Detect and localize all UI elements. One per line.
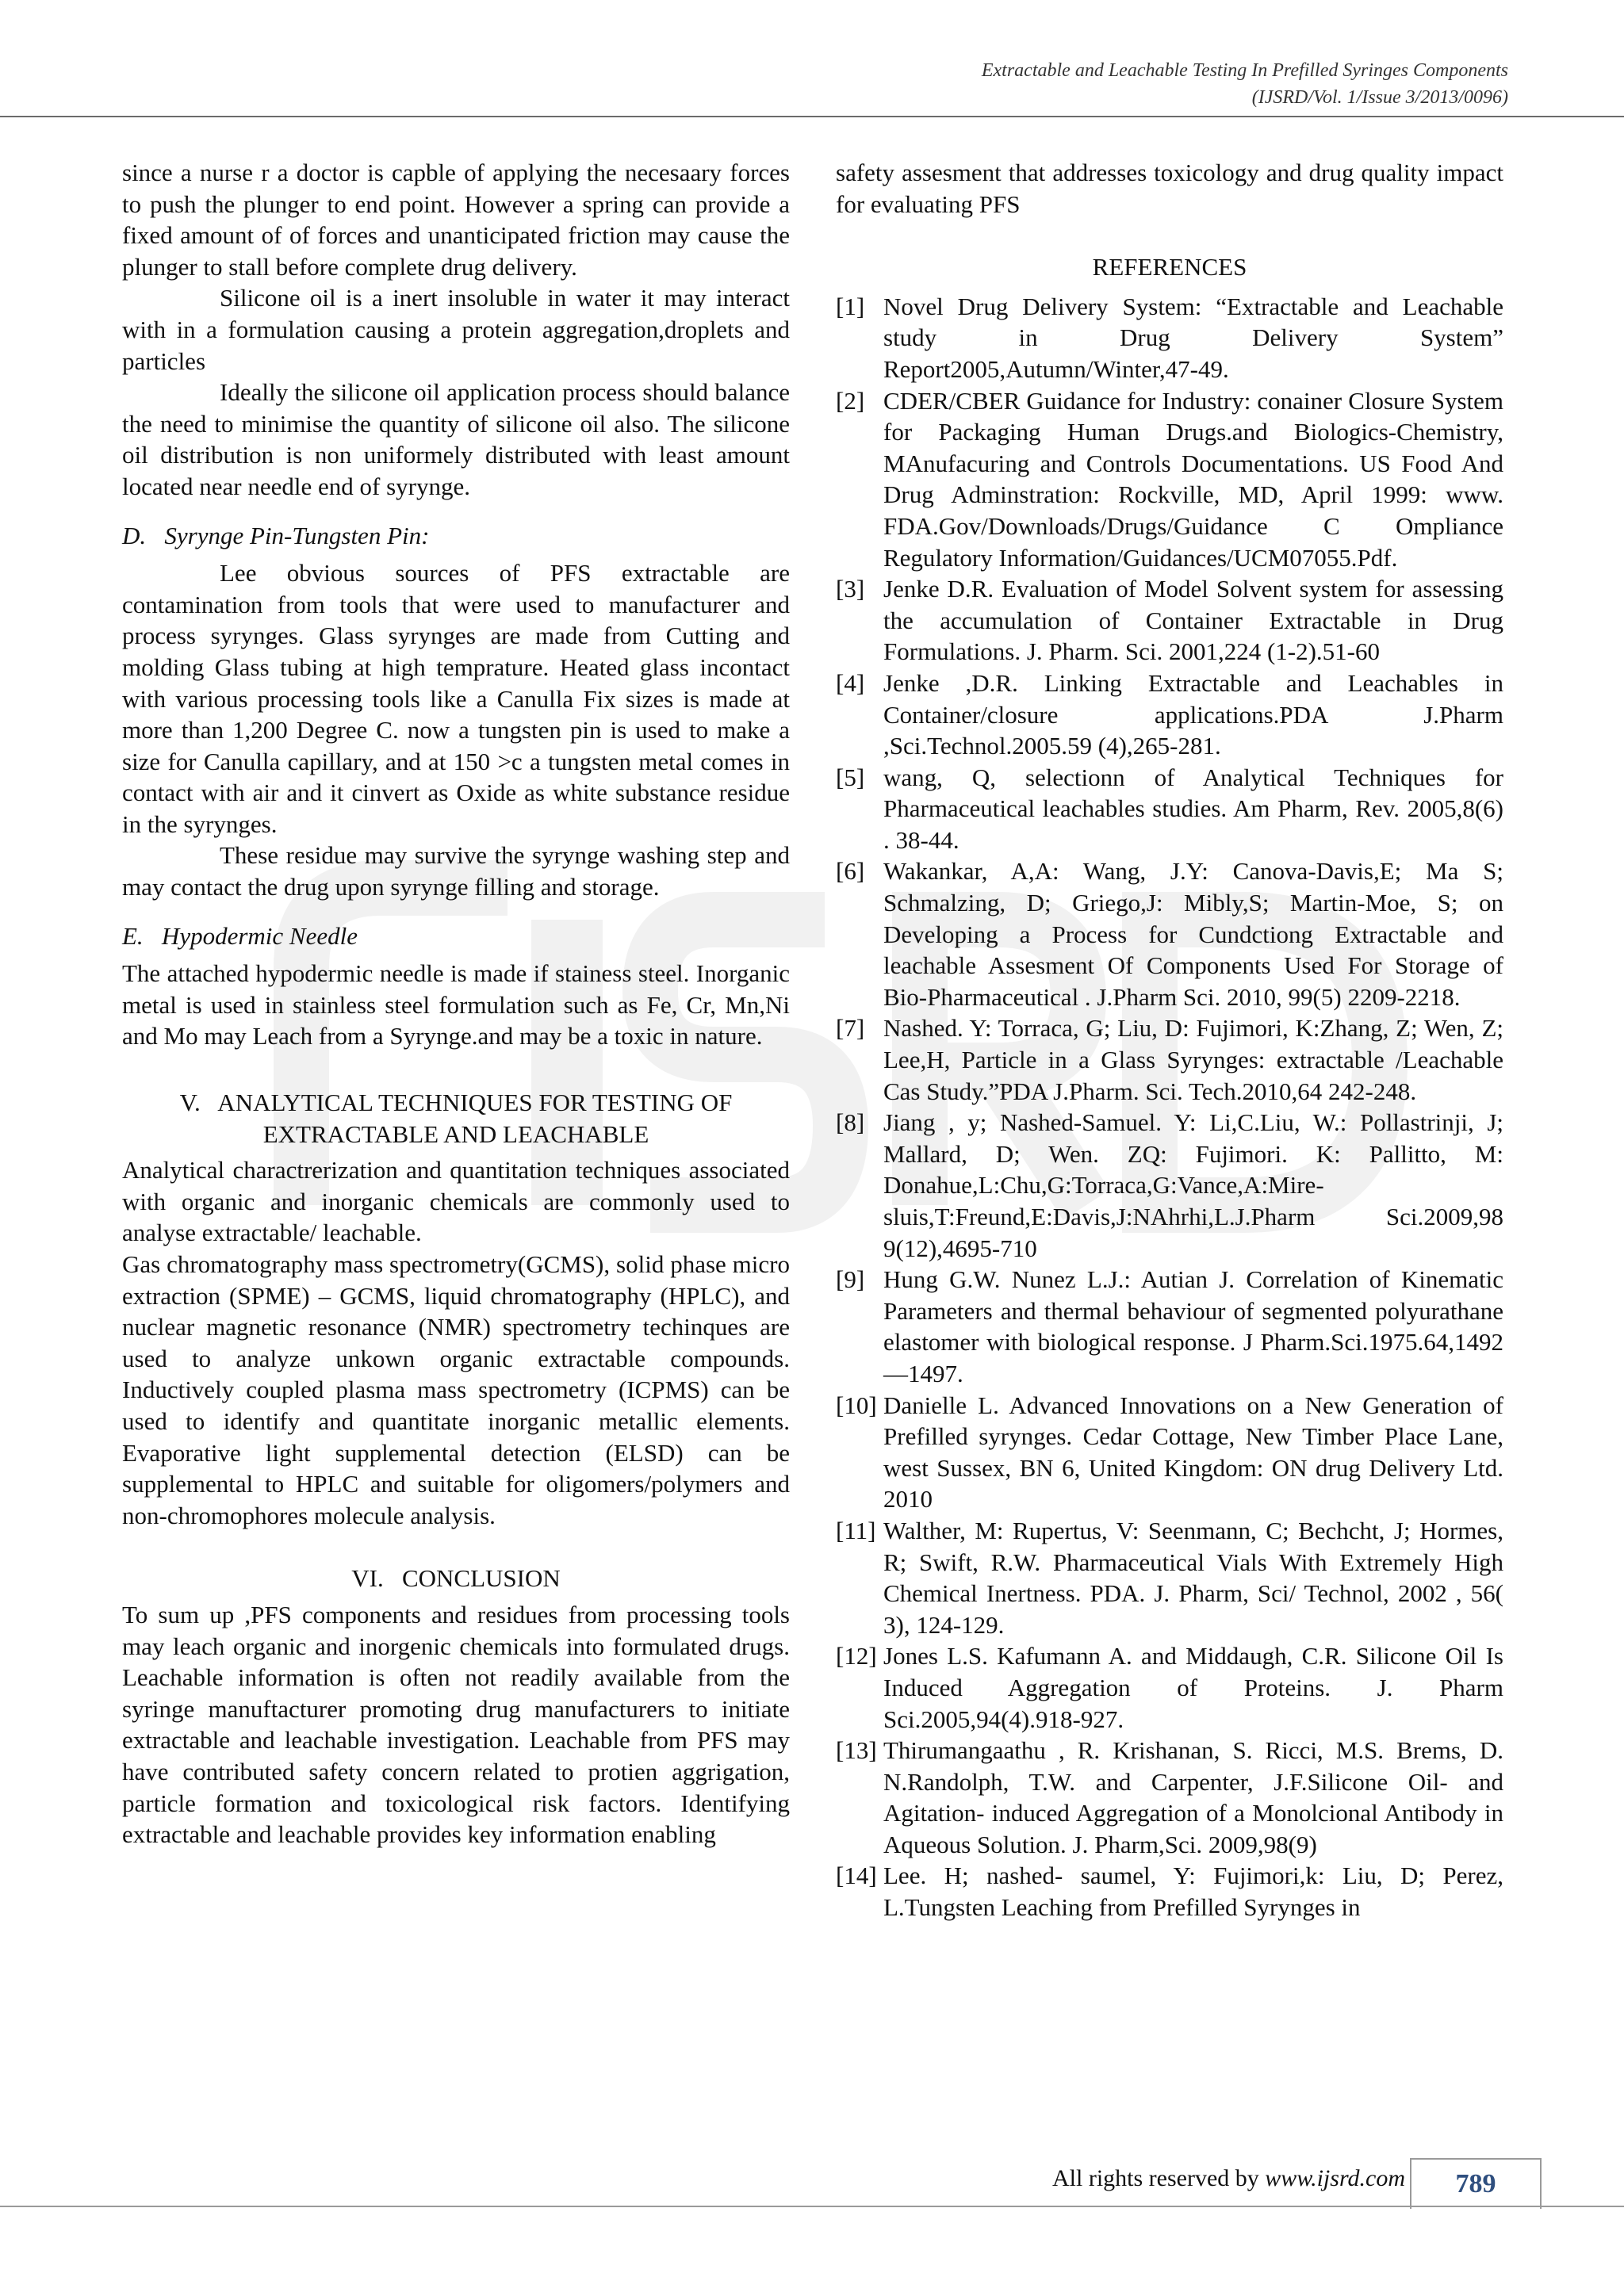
reference-item — [836, 1735, 1503, 1860]
reference-text: Jenke ,D.R. Linking Extractable and Leachables in Container/closure applications.PDA J.Pharm ,Sci.Technol.2005.59 (4),265-281. — [883, 668, 1503, 760]
footer-rights — [1031, 2163, 1405, 2195]
reference-number: [11] — [836, 1516, 876, 1544]
reference-text: wang, Q, selectionn of Analytical Techniques for Pharmaceutical leachables studies. Am Pharm, Rev. 2005,8(6) . 38-44. — [883, 763, 1503, 854]
page-number: 789 — [1410, 2158, 1542, 2209]
paragraph: The attached hypodermic needle is made if stainess steel. Inorganic metal is used in stainless steel formulation such as Fe, Cr, Mn,Ni and Mo may Leach from a Syrynge.and may be a toxic in nature. — [122, 959, 790, 1050]
reference-item — [836, 1640, 1503, 1735]
running-header — [982, 57, 1508, 111]
right-column — [836, 157, 1503, 1923]
paragraph: Gas chromatography mass spectrometry(GCMS), solid phase micro extraction (SPME) – GCMS, liquid chromatography (HPLC), and nuclear magnetic resonance (NMR) spectrometry techinques are used to analyze unkown organic extractable compounds. Inductively coupled plasma mass spectrometry (ICPMS) can be used to identify and quantitate inorganic metallic elements. Evaporative light supplemental detection (ELSD) can be supplemental to HPLC and suitable for oligomers/polymers and non-chromophores molecule analysis. — [122, 1250, 790, 1529]
reference-item — [836, 1012, 1503, 1107]
reference-number: [3] — [836, 575, 865, 603]
subsection-heading-d: D. Syrynge Pin-Tungsten Pin: — [122, 521, 430, 549]
reference-number: [13] — [836, 1736, 877, 1765]
reference-item — [836, 855, 1503, 1012]
section-heading-v: V. ANALYTICAL TECHNIQUES FOR TESTING OF — [179, 1089, 733, 1117]
reference-number: [14] — [836, 1862, 877, 1890]
reference-item — [836, 1107, 1503, 1264]
reference-text: Wakankar, A,A: Wang, J.Y: Canova-Davis,E; Ma S; Schmalzing, D; Griego,J: Mibly,S; Martin-Moe, S; on Developing a Process for Cundctiong Extractable and leachable Assesment Of Components Used For Storage of Bio-Pharmaceutical . J.Pharm Sci. 2010, 99(5) 2209-2218. — [883, 857, 1503, 1011]
paragraph: Silicone oil is a inert insoluble in water it may interact with in a formulation causing a protein aggregation,droplets and particles — [122, 284, 790, 375]
footer-site-link[interactable]: www.ijsrd.com — [1265, 2165, 1405, 2191]
references-list — [836, 291, 1503, 1923]
reference-item — [836, 1860, 1503, 1923]
reference-number: [2] — [836, 386, 865, 415]
reference-item — [836, 1515, 1503, 1640]
paragraph: Ideally the silicone oil application process should balance the need to minimise the quantity of silicone oil also. The silicone oil distribution is non uniformely distributed with least amount located near needle end of syrynge. — [122, 378, 790, 500]
paragraph: To sum up ,PFS components and residues from processing tools may leach organic and inorgenic chemicals into formulated drugs. Leachable information is often not readily available from the syringe manuftacturer promoting drug manufacturers to initiate extractable and leachable investigation. Leachable from PFS may have contributed safety concern related to protien aggrigation, particle formation and toxicological risk factors. Identifying extractable and leachable provides key information enabling — [122, 1600, 790, 1849]
paragraph: Lee obvious sources of PFS extractable are contamination from tools that were used to manufacturer and process syrynges. Glass syrynges are made from Cutting and molding Glass tubing at high temprature. Heated glass incontact with various processing tools like a Canulla Fix sizes is made at more than 1,200 Degree C. now a tungsten pin is used to make a size for Canulla capillary, and at 150 >c a tungsten metal comes in contact with air and it cinvert as Oxide as white substance residue in the syrynges. — [122, 559, 790, 838]
reference-text: Jenke D.R. Evaluation of Model Solvent system for assessing the accumulation of Container Extractable in Drug Formulations. J. Pharm. Sci. 2001,224 (1-2).51-60 — [883, 575, 1503, 666]
footer-rights-label: All rights reserved by — [1052, 2165, 1266, 2191]
reference-number: [7] — [836, 1014, 865, 1043]
reference-item — [836, 291, 1503, 385]
footer-rule — [0, 2206, 1624, 2207]
reference-number: [5] — [836, 763, 865, 791]
paragraph: since a nurse r a doctor is capble of applying the necesaary forces to push the plunger to end point. However a spring can provide a fixed amount of of forces and unanticipated friction may cause the plunger to stall before complete drug delivery. — [122, 159, 790, 281]
paragraph: Analytical charactrerization and quantitation techniques associated with organic and inorganic chemicals are commonly used to analyse extractable/ leachable. — [122, 1156, 790, 1247]
reference-number: [12] — [836, 1642, 877, 1670]
section-heading-v-cont: EXTRACTABLE AND LEACHABLE — [262, 1119, 649, 1148]
reference-number: [4] — [836, 668, 865, 697]
reference-text: Jiang , y; Nashed-Samuel. Y: Li,C.Liu, W.: Pollastrinji, J; Mallard, D; Wen. ZQ: Fujimori. K: Pallitto, M: Donahue,L:Chu,G:Torraca,G:Vance,A:Mire-sluis,T:Freund,E:Davis,J:NAhrhi,L.J.Pharm Sci.2009,98 9(12),4695-710 — [883, 1108, 1503, 1262]
reference-text: Walther, M: Rupertus, V: Seenmann, C; Bechcht, J; Hormes, R; Swift, R.W. Pharmaceutical Vials With Extremely High Chemical Inertness. PDA. J. Pharm, Sci/ Technol, 2002 , 56( 3), 124-129. — [883, 1516, 1503, 1639]
references-heading: REFERENCES — [1092, 253, 1247, 281]
header-title: Extractable and Leachable Testing In Prefilled Syringes Components — [981, 60, 1508, 81]
reference-text: Hung G.W. Nunez L.J.: Autian J. Correlation of Kinematic Parameters and thermal behaviour of segmented polyurathane elastomer with biological response. J Pharm.Sci.1975.64,1492—1497. — [883, 1265, 1503, 1387]
reference-text: Danielle L. Advanced Innovations on a New Generation of Prefilled syrynges. Cedar Cottage, New Timber Place Lane, west Sussex, BN 6, United Kingdom: ON drug Delivery Ltd. 2010 — [883, 1391, 1503, 1513]
reference-number: [10] — [836, 1391, 877, 1419]
reference-item — [836, 762, 1503, 856]
reference-text: Thirumangaathu , R. Krishanan, S. Ricci, M.S. Brems, D. N.Randolph, T.W. and Carpenter, J.F.Silicone Oil- and Agitation- induced Aggregation of a Monolcional Antibody in Aqueous Solution. J. Pharm,Sci. 2009,98(9) — [883, 1736, 1503, 1858]
reference-number: [8] — [836, 1108, 865, 1137]
reference-number: [1] — [836, 292, 865, 320]
header-rule — [0, 116, 1624, 117]
paragraph: These residue may survive the syrynge washing step and may contact the drug upon syrynge filling and storage. — [122, 841, 790, 901]
paragraph: safety assesment that addresses toxicology and drug quality impact for evaluating PFS — [836, 159, 1503, 218]
reference-text: CDER/CBER Guidance for Industry: conainer Closure System for Packaging Human Drugs.and Biologics-Chemistry, MAnufacuring and Controls Documentations. US Food And Drug Adminstration: Rockville, MD, April 1999: www. FDA.Gov/Downloads/Drugs/Guidance C Ompliance Regulatory Information/Guidances/UCM07055.Pdf. — [883, 386, 1503, 572]
reference-item — [836, 1390, 1503, 1515]
reference-item — [836, 573, 1503, 668]
reference-item — [836, 1264, 1503, 1389]
subsection-heading-e: E. Hypodermic Needle — [122, 921, 358, 950]
reference-number: [6] — [836, 857, 865, 886]
reference-text: Nashed. Y: Torraca, G; Liu, D: Fujimori, K:Zhang, Z; Wen, Z; Lee,H, Particle in a Glass Syrynges: extractable /Leachable Cas Study.”PDA J.Pharm. Sci. Tech.2010,64 242-248. — [883, 1014, 1503, 1105]
reference-number: [9] — [836, 1265, 865, 1294]
reference-text: Lee. H; nashed- saumel, Y: Fujimori,k: Liu, D; Perez, L.Tungsten Leaching from Prefilled Syrynges in — [883, 1862, 1503, 1922]
left-column — [122, 157, 790, 1850]
reference-item — [836, 668, 1503, 762]
reference-text: Jones L.S. Kafumann A. and Middaugh, C.R. Silicone Oil Is Induced Aggregation of Proteins. J. Pharm Sci.2005,94(4).918-927. — [883, 1642, 1503, 1733]
reference-item — [836, 385, 1503, 574]
reference-text: Novel Drug Delivery System: “Extractable and Leachable study in Drug Delivery System” Report2005,Autumn/Winter,47-49. — [883, 292, 1503, 383]
header-journal-ref: (IJSRD/Vol. 1/Issue 3/2013/0096) — [1251, 87, 1508, 108]
section-heading-vi: VI. CONCLUSION — [351, 1564, 561, 1593]
